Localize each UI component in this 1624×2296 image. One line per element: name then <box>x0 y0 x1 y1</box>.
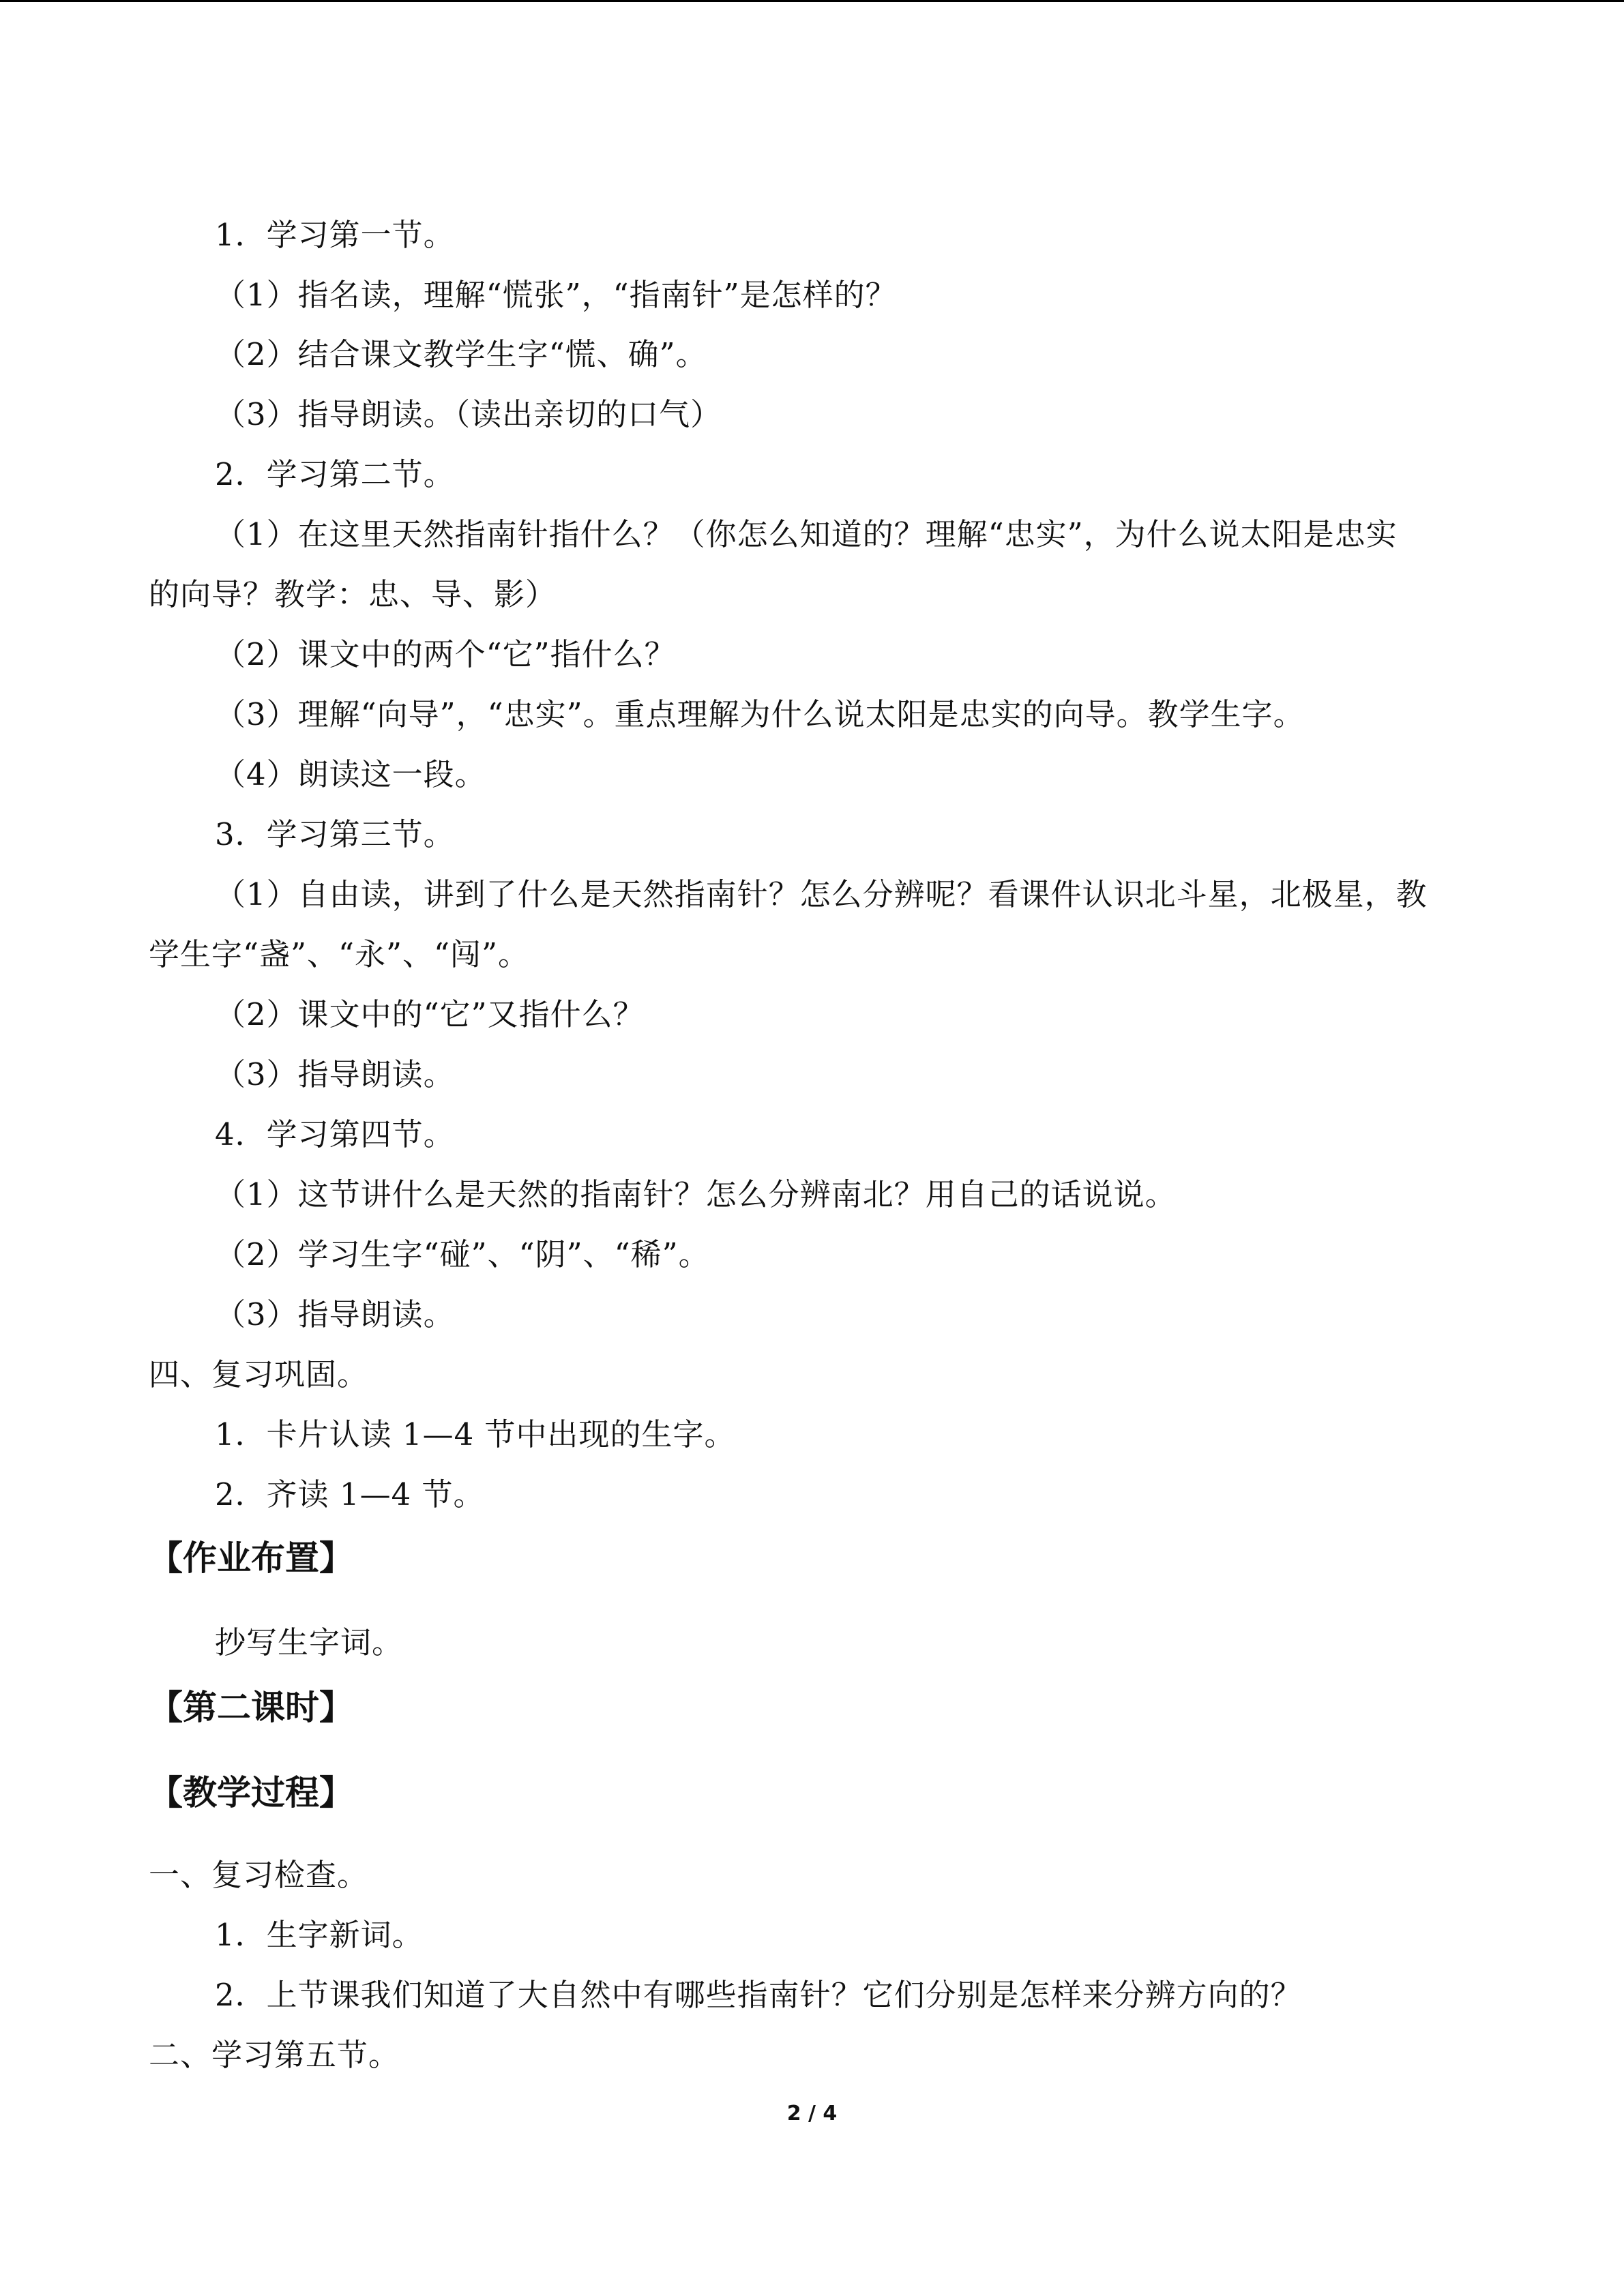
text-line: 学生字“盏”、“永”、“闯”。 <box>149 936 530 972</box>
text-line: （4）朗读这一段。 <box>215 756 486 792</box>
text-line: 3．学习第三节。 <box>215 816 455 852</box>
text-line: （2）结合课文教学生字“慌、确”。 <box>215 336 707 372</box>
text-line: （3）指导朗读。 <box>215 1296 455 1332</box>
heading-teaching-process: 【教学过程】 <box>149 1773 353 1813</box>
text-line: 4．学习第四节。 <box>215 1116 455 1152</box>
text-line: 2．上节课我们知道了大自然中有哪些指南针？它们分别是怎样来分辨方向的？ <box>215 1977 1302 2013</box>
heading-second-lesson: 【第二课时】 <box>149 1688 353 1727</box>
text-line: （3）理解“向导”，“忠实”。重点理解为什么说太阳是忠实的向导。教学生字。 <box>215 696 1305 732</box>
text-line: （3）指导朗读。（读出亲切的口气） <box>215 396 722 432</box>
text-line: 2．学习第二节。 <box>215 456 455 492</box>
page-number: 2 / 4 <box>786 2102 838 2126</box>
section-title: 四、复习巩固。 <box>149 1356 369 1392</box>
text-line: 2．齐读 1—4 节。 <box>215 1476 485 1512</box>
section-title: 二、学习第五节。 <box>149 2037 400 2073</box>
text-line: （1）在这里天然指南针指什么？（你怎么知道的？理解“忠实”，为什么说太阳是忠实 <box>215 516 1398 552</box>
text-line: （2）课文中的“它”又指什么？ <box>215 996 645 1032</box>
text-line: （1）指名读，理解“慌张”，“指南针”是怎样的？ <box>215 277 897 313</box>
text-line: 1．学习第一节。 <box>215 217 455 253</box>
text-line: （2）课文中的两个“它”指什么？ <box>215 636 676 672</box>
text-line: （1）自由读，讲到了什么是天然指南针？怎么分辨呢？看课件认识北斗星，北极星，教 <box>215 876 1428 912</box>
section-title: 一、复习检查。 <box>149 1857 369 1893</box>
text-line: （2）学习生字“碰”、“阴”、“稀”。 <box>215 1236 710 1272</box>
text-line: 的向导？教学：忠、导、影） <box>149 576 557 612</box>
heading-homework: 【作业布置】 <box>149 1538 353 1578</box>
text-line: （3）指导朗读。 <box>215 1056 455 1092</box>
text-line: 1．生字新词。 <box>215 1917 424 1953</box>
text-line: （1）这节讲什么是天然的指南针？怎么分辨南北？用自己的话说说。 <box>215 1176 1177 1212</box>
text-line: 1．卡片认读 1—4 节中出现的生字。 <box>215 1416 736 1452</box>
text-line: 抄写生字词。 <box>215 1624 404 1660</box>
